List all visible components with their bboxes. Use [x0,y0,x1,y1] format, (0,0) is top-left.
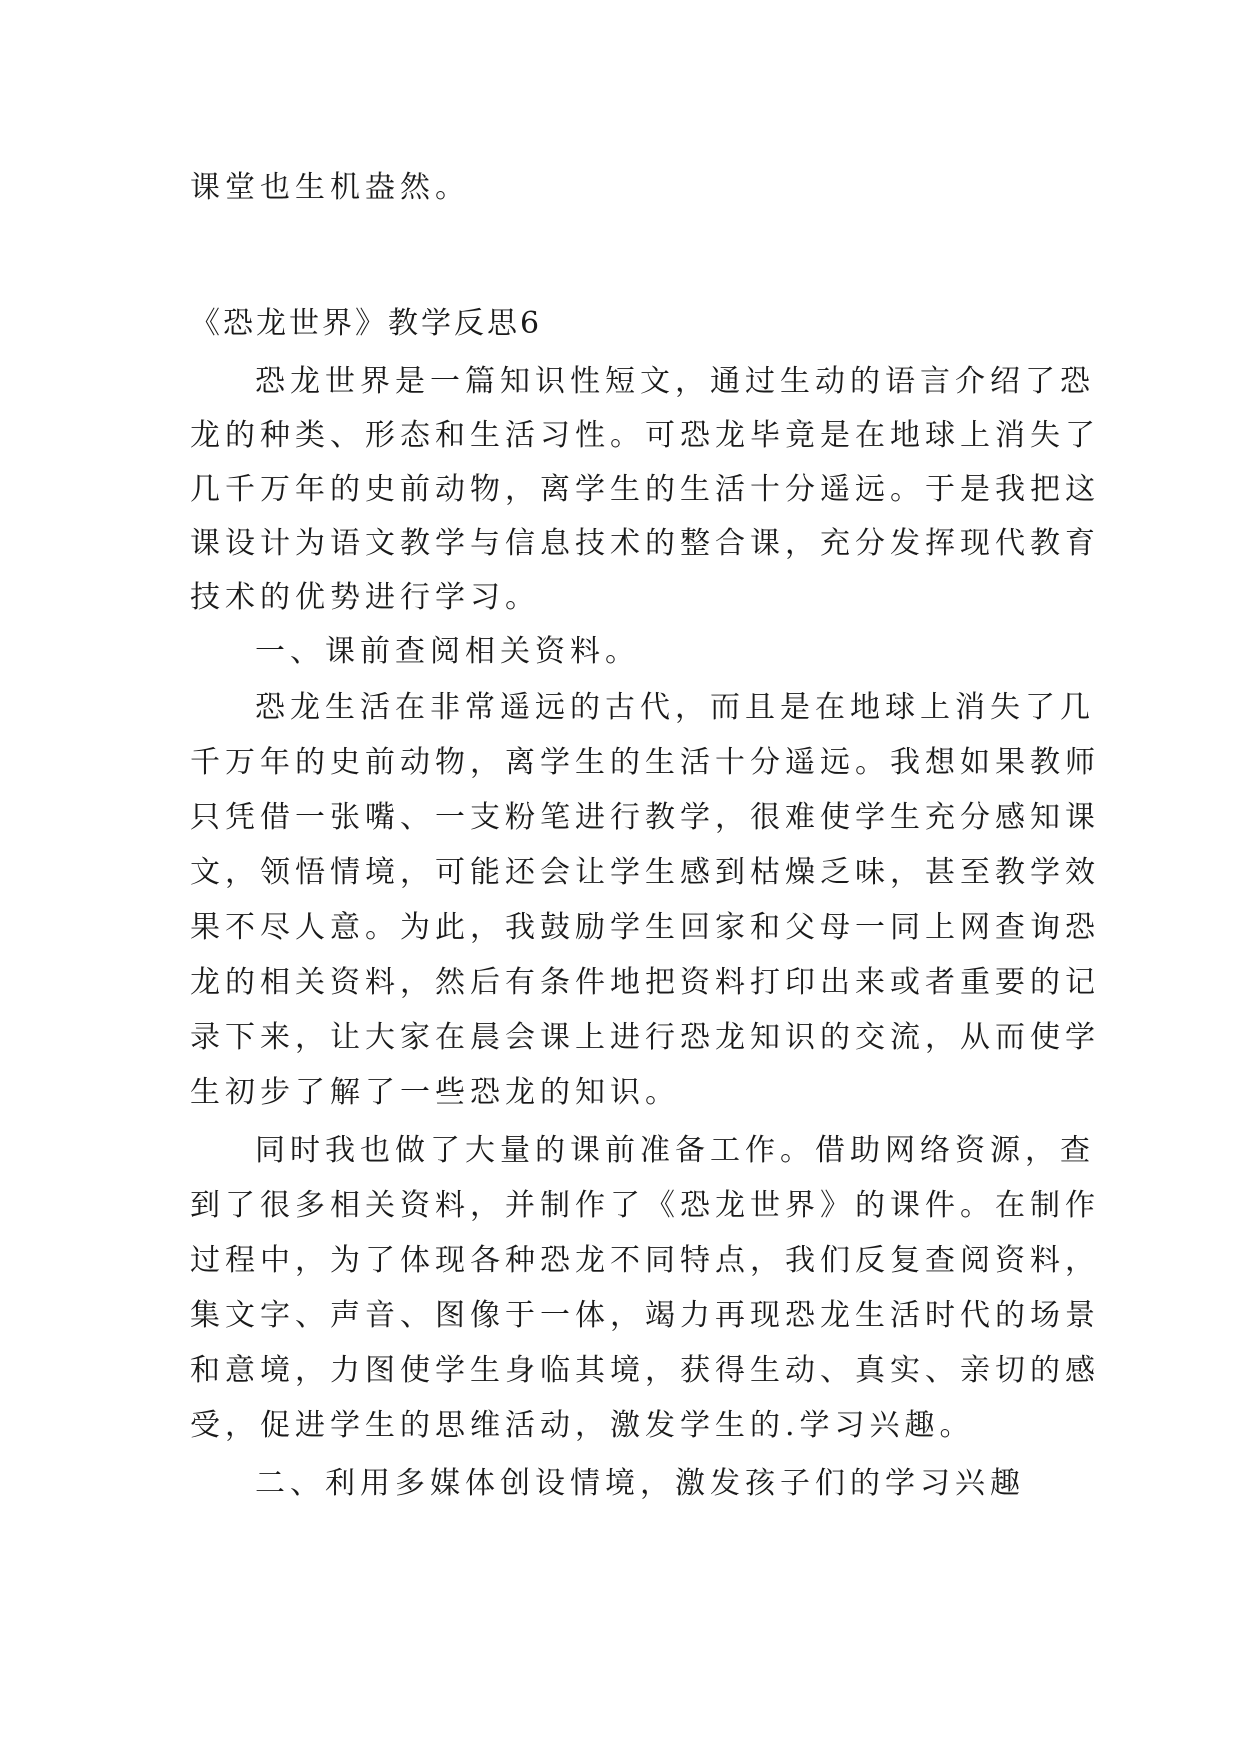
paragraph-line: 恐龙生活在非常遥远的古代，而且是在地球上消失了几 [255,690,1095,725]
paragraph-line: 录下来，让大家在晨会课上进行恐龙知识的交流，从而使学 [190,1020,1100,1055]
paragraph-line: 几千万年的史前动物，离学生的生活十分遥远。于是我把这 [190,472,1100,507]
subheading: 二、利用多媒体创设情境，激发孩子们的学习兴趣 [255,1466,1025,1501]
paragraph-line: 到了很多相关资料，并制作了《恐龙世界》的课件。在制作 [190,1188,1100,1223]
paragraph-line: 文，领悟情境，可能还会让学生感到枯燥乏味，甚至教学效 [190,855,1100,890]
paragraph-line: 同时我也做了大量的课前准备工作。借助网络资源，查 [255,1133,1095,1168]
paragraph-line: 恐龙世界是一篇知识性短文，通过生动的语言介绍了恐 [255,364,1095,399]
paragraph-line: 只凭借一张嘴、一支粉笔进行教学，很难使学生充分感知课 [190,800,1100,835]
paragraph-line: 龙的相关资料，然后有条件地把资料打印出来或者重要的记 [190,965,1100,1000]
paragraph-line: 龙的种类、形态和生活习性。可恐龙毕竟是在地球上消失了 [190,418,1100,453]
paragraph-line: 生初步了解了一些恐龙的知识。 [190,1075,680,1110]
paragraph-line: 果不尽人意。为此，我鼓励学生回家和父母一同上网查询恐 [190,910,1100,945]
paragraph-line: 技术的优势进行学习。 [190,580,540,615]
paragraph-line: 和意境，力图使学生身临其境，获得生动、真实、亲切的感 [190,1353,1100,1388]
paragraph-line: 课设计为语文教学与信息技术的整合课，充分发挥现代教育 [190,526,1100,561]
section-title: 《恐龙世界》教学反思6 [190,306,543,341]
paragraph-continuation: 课堂也生机盎然。 [190,170,470,205]
subheading: 一、课前查阅相关资料。 [255,634,640,669]
paragraph-line: 千万年的史前动物，离学生的生活十分遥远。我想如果教师 [190,745,1100,780]
paragraph-line: 集文字、声音、图像于一体，竭力再现恐龙生活时代的场景 [190,1298,1100,1333]
paragraph-line: 受，促进学生的思维活动，激发学生的.学习兴趣。 [190,1408,975,1443]
paragraph-line: 过程中，为了体现各种恐龙不同特点，我们反复查阅资料， [190,1243,1100,1278]
